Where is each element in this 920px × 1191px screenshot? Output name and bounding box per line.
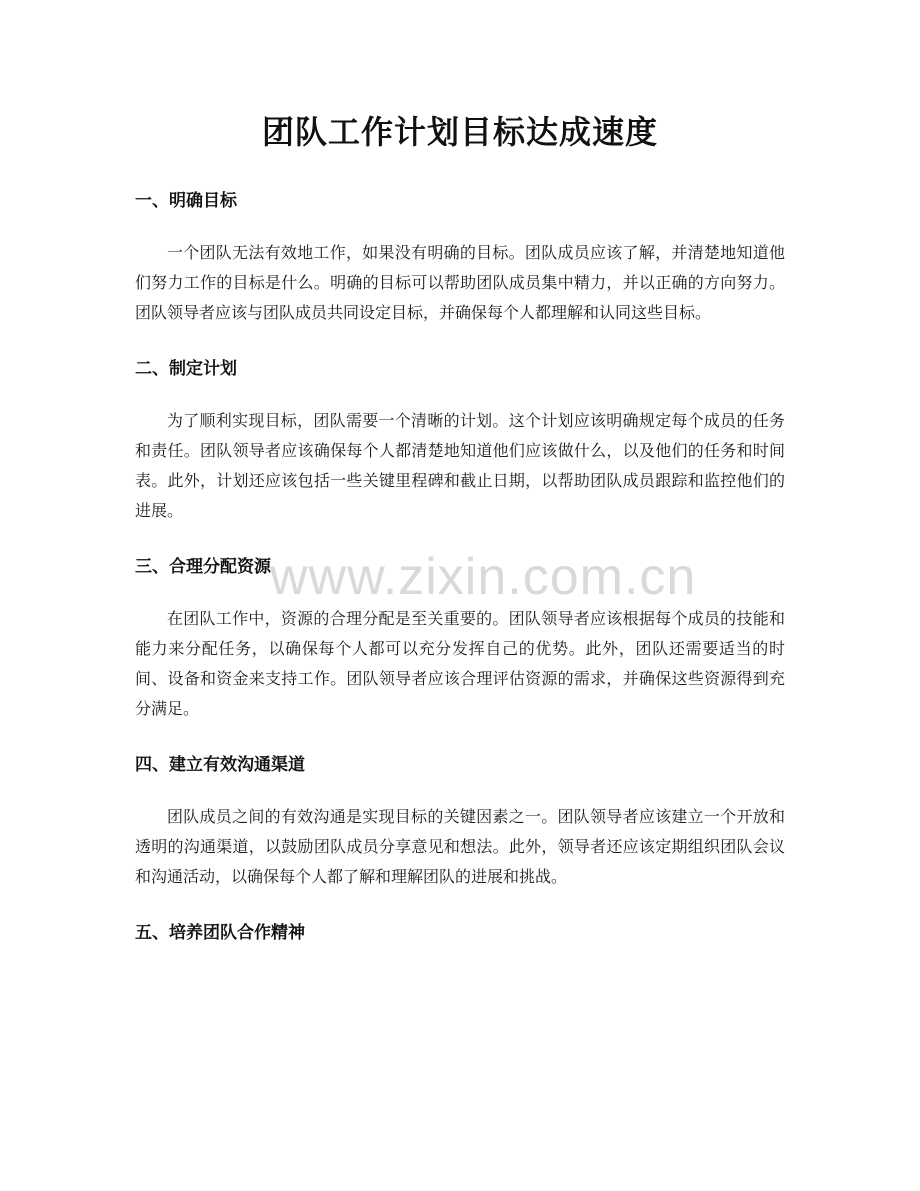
section-paragraph: 为了顺利实现目标，团队需要一个清晰的计划。这个计划应该明确规定每个成员的任务和责任。团队领导者应该确保每个人都清楚地知道他们应该做什么，以及他们的任务和时间表。此外，计划还应该包括一些关键里程碑和截止日期，以帮助团队成员跟踪和监控他们的进展。 xyxy=(135,411,785,520)
section-3 xyxy=(135,550,785,724)
section-heading: 一、明确目标 xyxy=(135,191,237,211)
document-body xyxy=(135,184,785,950)
section-4 xyxy=(135,748,785,892)
section-5 xyxy=(135,916,785,950)
watermark: www.zixin.com.cn xyxy=(270,548,697,606)
section-paragraph: 团队成员之间的有效沟通是实现目标的关键因素之一。团队领导者应该建立一个开放和透明的沟通渠道，以鼓励团队成员分享意见和想法。此外，领导者还应该定期组织团队会议和沟通活动，以确保每个人都了解和理解团队的进展和挑战。 xyxy=(135,807,785,886)
section-2 xyxy=(135,352,785,526)
section-heading: 五、培养团队合作精神 xyxy=(135,923,305,943)
section-paragraph: 一个团队无法有效地工作，如果没有明确的目标。团队成员应该了解，并清楚地知道他们努力工作的目标是什么。明确的目标可以帮助团队成员集中精力，并以正确的方向努力。团队领导者应该与团队成员共同设定目标，并确保每个人都理解和认同这些目标。 xyxy=(135,243,785,322)
section-heading: 四、建立有效沟通渠道 xyxy=(135,755,305,775)
section-1 xyxy=(135,184,785,328)
section-heading: 二、制定计划 xyxy=(135,359,237,379)
page-title: 团队工作计划目标达成速度 xyxy=(261,113,658,151)
section-heading: 三、合理分配资源 xyxy=(135,557,271,577)
section-paragraph: 在团队工作中，资源的合理分配是至关重要的。团队领导者应该根据每个成员的技能和能力来分配任务，以确保每个人都可以充分发挥自己的优势。此外，团队还需要适当的时间、设备和资金来支持工作。团队领导者应该合理评估资源的需求，并确保这些资源得到充分满足。 xyxy=(135,609,785,718)
